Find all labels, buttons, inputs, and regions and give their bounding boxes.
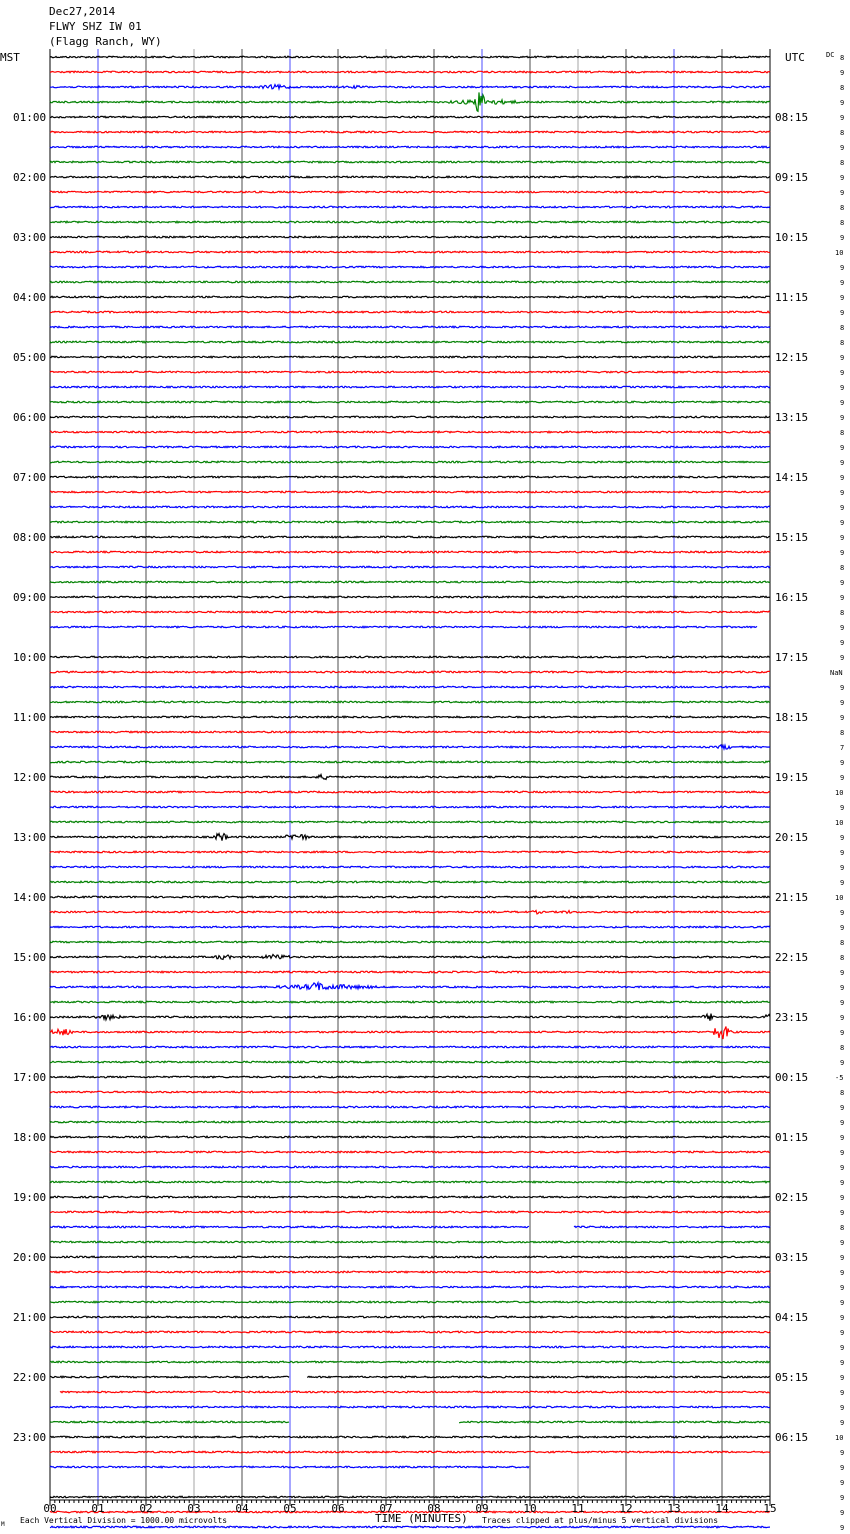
dc-offset-value: 9 (840, 699, 845, 707)
utc-hour-label: 20:15 (775, 831, 809, 844)
trace-row-24 (50, 416, 770, 418)
dc-offset-value: 9 (840, 1164, 845, 1172)
x-tick-label: 04 (235, 1502, 249, 1515)
trace-row-33 (50, 551, 770, 553)
dc-offset-value: 9 (840, 1149, 845, 1157)
dc-offset-value: 9 (840, 414, 845, 422)
trace-row-21 (50, 371, 770, 373)
mst-hour-label: 09:00 (13, 591, 47, 604)
trace-row-56 (50, 896, 770, 898)
dc-offset-value: 9 (840, 144, 845, 152)
dc-offset-value: 9 (840, 969, 845, 977)
trace-row-47 (50, 761, 770, 763)
dc-offset-value: 8 (840, 564, 845, 572)
trace-row-15 (50, 281, 770, 283)
dc-offset-value: 9 (840, 489, 845, 497)
trace-row-85 (50, 1331, 770, 1333)
trace-row-27 (50, 461, 770, 463)
dc-offset-header: DC (826, 51, 835, 59)
trace-row-46 (50, 745, 770, 749)
dc-offset-value: 8 (840, 219, 845, 227)
dc-offset-value: 8 (840, 1224, 845, 1232)
trace-row-96 (50, 1496, 770, 1498)
mst-hour-label: 02:00 (13, 171, 47, 184)
dc-offset-value: 9 (840, 1464, 845, 1472)
dc-offset-value: 9 (840, 1254, 845, 1262)
dc-offset-value: 8 (840, 339, 845, 347)
trace-row-82 (50, 1286, 770, 1288)
x-tick-label: 10 (523, 1502, 537, 1515)
dc-offset-value: 9 (840, 1374, 845, 1382)
dc-offset-value: 9 (840, 1344, 845, 1352)
x-tick-label: 13 (667, 1502, 681, 1515)
trace-row-43 (50, 701, 770, 703)
trace-row-18 (50, 326, 770, 328)
trace-row-13 (50, 251, 770, 253)
dc-offset-value: 7 (840, 744, 845, 752)
mst-hour-label: 05:00 (13, 351, 47, 364)
dc-offset-value: 9 (840, 1404, 845, 1412)
x-tick-label: 11 (571, 1502, 585, 1515)
trace-row-30 (50, 506, 770, 508)
trace-row-4 (50, 116, 770, 118)
dc-offset-value: 8 (840, 84, 845, 92)
dc-offset-value: 8 (840, 429, 845, 437)
dc-offset-value: 9 (840, 1509, 845, 1517)
dc-offset-value: 9 (840, 519, 845, 527)
trace-row-37 (50, 611, 770, 613)
mst-hour-label: 10:00 (13, 651, 47, 664)
utc-hour-label: 06:15 (775, 1431, 809, 1444)
trace-row-76 (50, 1196, 770, 1198)
trace-row-67 (50, 1061, 770, 1063)
dc-offset-value: 10 (835, 819, 844, 827)
trace-row-59 (50, 941, 770, 943)
x-tick-label: 08 (427, 1502, 441, 1515)
dc-offset-value: 9 (840, 594, 845, 602)
trace-row-98 (50, 1526, 770, 1528)
utc-hour-label: 17:15 (775, 651, 809, 664)
trace-row-94 (50, 1466, 529, 1468)
mst-hour-label: 17:00 (13, 1071, 47, 1084)
trace-row-80 (50, 1256, 770, 1258)
trace-row-3 (50, 92, 770, 111)
dc-offset-value: -5 (835, 1074, 844, 1082)
trace-row-35 (50, 581, 770, 583)
dc-offset-value: 9 (840, 1389, 845, 1397)
trace-row-93 (50, 1451, 770, 1453)
x-tick-label: 15 (763, 1502, 777, 1515)
dc-offset-value: 9 (840, 534, 845, 542)
dc-offset-value: 9 (840, 1284, 845, 1292)
dc-offset-value: 9 (840, 264, 845, 272)
trace-row-70 (50, 1106, 770, 1108)
dc-offset-value: 9 (840, 714, 845, 722)
dc-offset-value: 9 (840, 1269, 845, 1277)
trace-row-75 (50, 1181, 770, 1183)
dc-offset-value: 9 (840, 849, 845, 857)
utc-hour-label: 10:15 (775, 231, 809, 244)
dc-offset-value: 9 (840, 69, 845, 77)
dc-offset-value: 9 (840, 984, 845, 992)
dc-offset-value: 9 (840, 1059, 845, 1067)
trace-row-91-seg-0 (50, 1421, 289, 1423)
dc-offset-value: 9 (840, 369, 845, 377)
trace-row-87 (50, 1361, 770, 1363)
dc-offset-value: 8 (840, 939, 845, 947)
trace-row-17 (50, 311, 770, 313)
utc-hour-label: 21:15 (775, 891, 809, 904)
trace-row-40 (50, 656, 770, 658)
dc-offset-value: 9 (840, 684, 845, 692)
trace-row-25 (50, 431, 770, 433)
trace-row-86 (50, 1346, 770, 1348)
trace-row-63 (50, 1001, 770, 1003)
station-label: FLWY SHZ IW 01 (49, 20, 142, 33)
dc-offset-value: 10 (835, 249, 844, 257)
trace-row-64 (50, 1014, 770, 1021)
trace-row-14 (50, 266, 770, 268)
trace-row-34 (50, 566, 770, 568)
trace-row-28 (50, 476, 770, 478)
trace-row-2 (50, 85, 770, 89)
trace-row-10 (50, 206, 770, 208)
x-tick-label: 14 (715, 1502, 729, 1515)
utc-hour-label: 15:15 (775, 531, 809, 544)
mst-hour-label: 18:00 (13, 1131, 47, 1144)
dc-offset-value: 9 (840, 1239, 845, 1247)
dc-offset-value: 8 (840, 159, 845, 167)
x-tick-label: 09 (475, 1502, 489, 1515)
utc-hour-label: 00:15 (775, 1071, 809, 1084)
seismic-traces (50, 56, 770, 1534)
trace-row-42 (50, 686, 770, 688)
x-axis-title: TIME (MINUTES) (375, 1512, 468, 1525)
dc-offset-value: 8 (840, 204, 845, 212)
trace-row-8 (50, 176, 770, 178)
utc-hour-label: 16:15 (775, 591, 809, 604)
trace-row-74 (50, 1166, 770, 1168)
date-label: Dec27,2014 (49, 5, 116, 18)
dc-offset-value: 9 (840, 654, 845, 662)
dc-offset-value: 9 (840, 294, 845, 302)
x-tick-label: 05 (283, 1502, 297, 1515)
trace-row-54 (50, 866, 770, 868)
dc-offset-value: 9 (840, 114, 845, 122)
dc-offset-value: 8 (840, 609, 845, 617)
trace-row-11 (50, 221, 770, 223)
mst-hour-label: 12:00 (13, 771, 47, 784)
utc-hour-label: 08:15 (775, 111, 809, 124)
trace-row-52 (50, 834, 770, 841)
trace-row-73 (50, 1151, 770, 1153)
trace-row-41 (50, 671, 770, 673)
mst-hour-label: 08:00 (13, 531, 47, 544)
trace-row-31 (50, 521, 770, 523)
dc-offset-value: 9 (840, 624, 845, 632)
dc-offset-value: 9 (840, 549, 845, 557)
trace-row-77 (50, 1211, 770, 1213)
dc-offset-value: 9 (840, 504, 845, 512)
utc-hour-label: 05:15 (775, 1371, 809, 1384)
trace-row-65 (50, 1027, 770, 1040)
x-tick-label: 01 (91, 1502, 105, 1515)
trace-row-79 (50, 1241, 770, 1243)
utc-hour-label: 01:15 (775, 1131, 809, 1144)
dc-offset-value: 9 (840, 1419, 845, 1427)
trace-row-38 (50, 626, 757, 628)
trace-row-16 (50, 296, 770, 298)
dc-offset-value: 9 (840, 1359, 845, 1367)
dc-offset-value: 9 (840, 1524, 845, 1532)
x-tick-label: 00 (43, 1502, 57, 1515)
trace-row-81 (50, 1271, 770, 1273)
dc-offset-value: 9 (840, 579, 845, 587)
dc-offset-value: 8 (840, 729, 845, 737)
dc-offset-value: 9 (840, 1449, 845, 1457)
trace-row-45 (50, 731, 770, 733)
dc-offset-value: 9 (840, 399, 845, 407)
dc-offset-value: 9 (840, 1479, 845, 1487)
utc-hour-label: 18:15 (775, 711, 809, 724)
x-tick-label: 03 (187, 1502, 201, 1515)
trace-row-29 (50, 491, 770, 493)
trace-row-88-seg-1 (307, 1376, 770, 1378)
trace-row-44 (50, 716, 770, 718)
mst-hour-label: 11:00 (13, 711, 47, 724)
mst-hour-label: 14:00 (13, 891, 47, 904)
mst-hour-label: 19:00 (13, 1191, 47, 1204)
trace-row-9 (50, 191, 770, 193)
utc-hour-label: 04:15 (775, 1311, 809, 1324)
dc-offset-value: 9 (840, 1329, 845, 1337)
trace-row-5 (50, 131, 770, 133)
dc-offset-value: 9 (840, 1194, 845, 1202)
utc-hour-label: 02:15 (775, 1191, 809, 1204)
mst-hour-label: 07:00 (13, 471, 47, 484)
trace-row-48 (50, 775, 770, 780)
utc-hour-label: 13:15 (775, 411, 809, 424)
trace-row-69 (50, 1091, 770, 1093)
dc-offset-value: 9 (840, 1134, 845, 1142)
mst-hour-label: 16:00 (13, 1011, 47, 1024)
dc-offset-value: 9 (840, 879, 845, 887)
dc-offset-value: 9 (840, 174, 845, 182)
trace-row-72 (50, 1136, 770, 1138)
trace-row-71 (50, 1121, 770, 1123)
dc-offset-value: 8 (840, 54, 845, 62)
mst-hour-label: 20:00 (13, 1251, 47, 1264)
trace-row-23 (50, 401, 770, 403)
mst-hour-label: 23:00 (13, 1431, 47, 1444)
dc-offset-value: 9 (840, 309, 845, 317)
mst-hour-label: 06:00 (13, 411, 47, 424)
utc-hour-label: 19:15 (775, 771, 809, 784)
trace-row-58 (50, 926, 770, 928)
dc-offset-value: 9 (840, 234, 845, 242)
dc-offset-value: 9 (840, 474, 845, 482)
utc-hour-label: 09:15 (775, 171, 809, 184)
dc-offset-value: 8 (840, 324, 845, 332)
dc-offset-value: 9 (840, 999, 845, 1007)
dc-offset-value: 9 (840, 1029, 845, 1037)
dc-offset-value: 9 (840, 384, 845, 392)
dc-offset-value: 9 (840, 1104, 845, 1112)
mst-hour-label: 04:00 (13, 291, 47, 304)
trace-row-1 (50, 71, 770, 73)
dc-offset-value: 9 (840, 909, 845, 917)
x-tick-label: 06 (331, 1502, 345, 1515)
dc-offset-value: 9 (840, 189, 845, 197)
location-label: (Flagg Ranch, WY) (49, 35, 162, 48)
trace-row-19 (50, 341, 770, 343)
trace-row-57 (50, 911, 770, 914)
trace-row-36 (50, 596, 770, 598)
x-tick-label: 02 (139, 1502, 153, 1515)
trace-row-88-seg-0 (50, 1376, 289, 1378)
trace-row-66 (50, 1046, 770, 1048)
clip-note: Traces clipped at plus/minus 5 vertical divisions (482, 1516, 719, 1525)
dc-offset-value: 9 (840, 864, 845, 872)
dc-offset-value: 9 (840, 1119, 845, 1127)
corner-mark: M (1, 1521, 5, 1528)
dc-offset-value: 9 (840, 774, 845, 782)
trace-row-6 (50, 146, 770, 148)
mst-hour-label: 13:00 (13, 831, 47, 844)
dc-offset-value: 9 (840, 834, 845, 842)
mst-hour-label: 15:00 (13, 951, 47, 964)
trace-row-49 (50, 791, 770, 793)
dc-offset-value: 9 (840, 279, 845, 287)
trace-row-62 (50, 983, 770, 990)
dc-offset-value: 9 (840, 444, 845, 452)
trace-row-83 (50, 1301, 770, 1303)
mst-hour-label: 22:00 (13, 1371, 47, 1384)
trace-row-7 (50, 161, 770, 163)
trace-row-26 (50, 446, 770, 448)
dc-offset-value: 9 (840, 1014, 845, 1022)
mst-axis-label: MST (0, 51, 20, 64)
trace-row-68 (50, 1076, 770, 1078)
trace-row-61 (50, 971, 770, 973)
dc-offset-value: 8 (840, 129, 845, 137)
trace-row-84 (50, 1316, 770, 1318)
dc-offset-value: 9 (840, 804, 845, 812)
dc-offset-value: 9 (840, 1299, 845, 1307)
trace-row-55 (50, 881, 770, 883)
dc-offset-value: 9 (840, 354, 845, 362)
utc-hour-label: 14:15 (775, 471, 809, 484)
dc-offset-value: 9 (840, 924, 845, 932)
trace-row-60 (50, 955, 770, 960)
dc-offset-value: 9 (840, 759, 845, 767)
dc-offset-value: 9 (840, 459, 845, 467)
trace-row-50 (50, 806, 770, 808)
dc-offset-value: 9 (840, 1209, 845, 1217)
trace-row-78-seg-1 (574, 1226, 770, 1228)
trace-row-53 (50, 851, 770, 853)
x-tick-label: 12 (619, 1502, 633, 1515)
trace-row-0 (50, 56, 770, 58)
dc-offset-value: NaN (830, 669, 843, 677)
dc-offset-value: 8 (840, 1044, 845, 1052)
utc-hour-label: 03:15 (775, 1251, 809, 1264)
utc-hour-label: 22:15 (775, 951, 809, 964)
trace-row-51 (50, 821, 770, 823)
dc-offset-value: 9 (840, 1494, 845, 1502)
dc-offset-value: 10 (835, 789, 844, 797)
trace-row-20 (50, 356, 770, 358)
utc-hour-label: 12:15 (775, 351, 809, 364)
trace-row-89 (60, 1391, 770, 1393)
dc-offset-value: 10 (835, 1434, 844, 1442)
trace-row-91-seg-1 (459, 1421, 770, 1423)
trace-row-32 (50, 536, 770, 538)
trace-row-12 (50, 236, 770, 238)
x-tick-label: 07 (379, 1502, 393, 1515)
dc-offset-value: 9 (840, 639, 845, 647)
mst-hour-label: 03:00 (13, 231, 47, 244)
trace-row-90 (50, 1406, 770, 1408)
utc-axis-label: UTC (785, 51, 805, 64)
dc-offset-value: 9 (840, 99, 845, 107)
trace-row-92 (50, 1436, 770, 1438)
dc-offset-value: 9 (840, 1179, 845, 1187)
mst-hour-label: 21:00 (13, 1311, 47, 1324)
scale-note: Each Vertical Division = 1000.00 microvolts (20, 1516, 228, 1525)
utc-hour-label: 11:15 (775, 291, 809, 304)
dc-offset-value: 8 (840, 954, 845, 962)
dc-offset-value: 9 (840, 1314, 845, 1322)
trace-row-22 (50, 386, 770, 388)
dc-offset-value: 8 (840, 1089, 845, 1097)
mst-hour-label: 01:00 (13, 111, 47, 124)
utc-hour-label: 23:15 (775, 1011, 809, 1024)
dc-offset-value: 10 (835, 894, 844, 902)
